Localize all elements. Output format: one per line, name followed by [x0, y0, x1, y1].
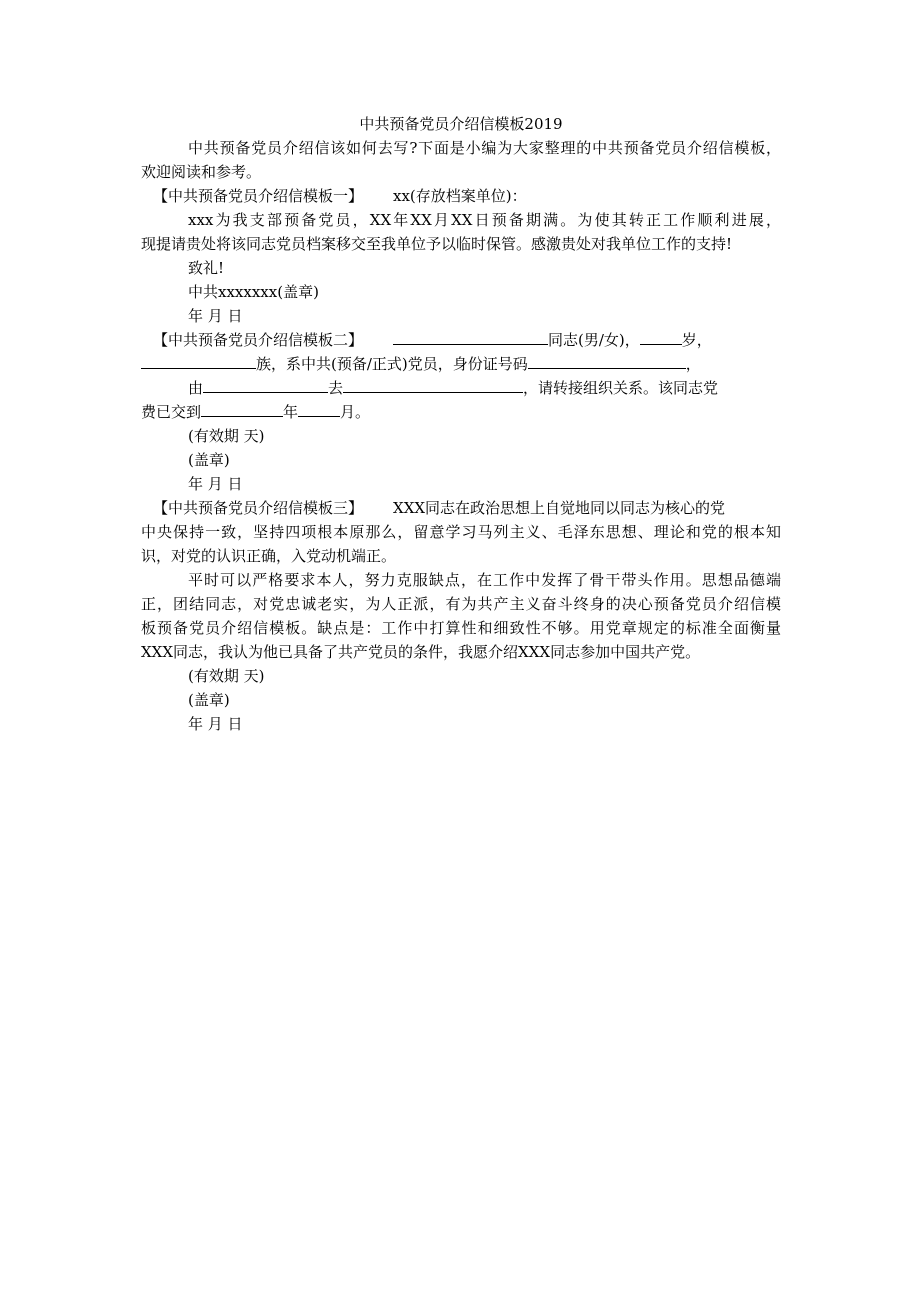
template2-line-2	[141, 352, 781, 376]
template3-para2-line-1: 平时可以严格要求本人，努力克服缺点，在工作中发挥了骨干带头作用。思想品德端	[188, 571, 781, 589]
template1-closing: 致礼!	[188, 259, 225, 277]
template2-comrade-text: 同志(男/女)，	[548, 331, 640, 349]
fee-month-blank	[298, 402, 340, 417]
intro-line-2: 欢迎阅读和参考。	[141, 163, 262, 181]
template3-heading-row	[141, 496, 781, 520]
template2-month-text: 月。	[340, 403, 371, 421]
template3-date: 年 月 日	[188, 715, 243, 733]
template3-para2-line-3: 板预备党员介绍信模板。缺点是：工作中打算性和细致性不够。用党章规定的标准全面衡量	[141, 619, 781, 637]
template2-heading: 【中共预备党员介绍信模板二】	[153, 331, 364, 349]
template3-validity: (有效期 天)	[188, 667, 265, 685]
fee-year-blank	[201, 402, 283, 417]
template2-heading-row	[141, 328, 781, 352]
template1-signature: 中共xxxxxxx(盖章)	[188, 283, 319, 301]
page-title: 中共预备党员介绍信模板2019	[359, 115, 563, 133]
template3-heading: 【中共预备党员介绍信模板三】	[153, 499, 364, 517]
template2-fee-text: 费已交到	[141, 403, 202, 421]
intro-line-1: 中共预备党员介绍信该如何去写?下面是小编为大家整理的中共预备党员介绍信模板，	[188, 139, 781, 157]
template2-year-text: 年	[283, 403, 299, 421]
template2-validity: (有效期 天)	[188, 427, 265, 445]
template3-para1-line-2: 中央保持一致，坚持四项根本原那么，留意学习马列主义、毛泽东思想、理论和党的根本知	[141, 523, 781, 541]
template2-transfer-text: ，请转接组织关系。该同志党	[523, 379, 719, 397]
template2-ethnic-text: 族，系中共(预备/正式)党员，身份证号码	[256, 355, 528, 373]
template2-line-3	[141, 376, 781, 400]
template2-from-text: 由	[188, 379, 204, 397]
template2-age-text: 岁，	[681, 331, 712, 349]
ethnic-blank	[141, 354, 256, 369]
template3-para1-first: XXX同志在政治思想上自觉地同以同志为核心的党	[393, 499, 726, 517]
template1-addressee: xx(存放档案单位)：	[393, 187, 527, 205]
template3-para2-line-4: XXX同志，我认为他已具备了共产党员的条件，我愿介绍XXX同志参加中国共产党。	[141, 643, 701, 661]
template3-para2-line-2: 正，团结同志，对党忠诚老实，为人正派，有为共产主义奋斗终身的决心预备党员介绍信模	[141, 595, 781, 613]
template2-line-4	[141, 400, 781, 424]
template3-seal: (盖章)	[188, 691, 230, 709]
to-blank	[343, 378, 523, 393]
template1-body-line-2: 现提请贵处将该同志党员档案移交至我单位予以临时保管。感激贵处对我单位工作的支持!	[141, 235, 733, 253]
template2-comma: ，	[685, 355, 701, 373]
template1-date: 年 月 日	[188, 307, 243, 325]
template1-body-line-1: xxx为我支部预备党员，XX年XX月XX日预备期满。为使其转正工作顺利进展，	[188, 211, 781, 229]
template2-seal: (盖章)	[188, 451, 230, 469]
template3-para1-line-3: 识，对党的认识正确，入党动机端正。	[141, 547, 397, 565]
template2-to-text: 去	[328, 379, 344, 397]
document-body	[141, 112, 781, 736]
template2-date: 年 月 日	[188, 475, 243, 493]
name-blank	[393, 330, 548, 345]
from-blank	[203, 378, 328, 393]
template1-heading: 【中共预备党员介绍信模板一】	[153, 187, 364, 205]
age-blank	[640, 330, 682, 345]
id-number-blank	[528, 354, 686, 369]
template1-heading-row	[141, 184, 781, 208]
